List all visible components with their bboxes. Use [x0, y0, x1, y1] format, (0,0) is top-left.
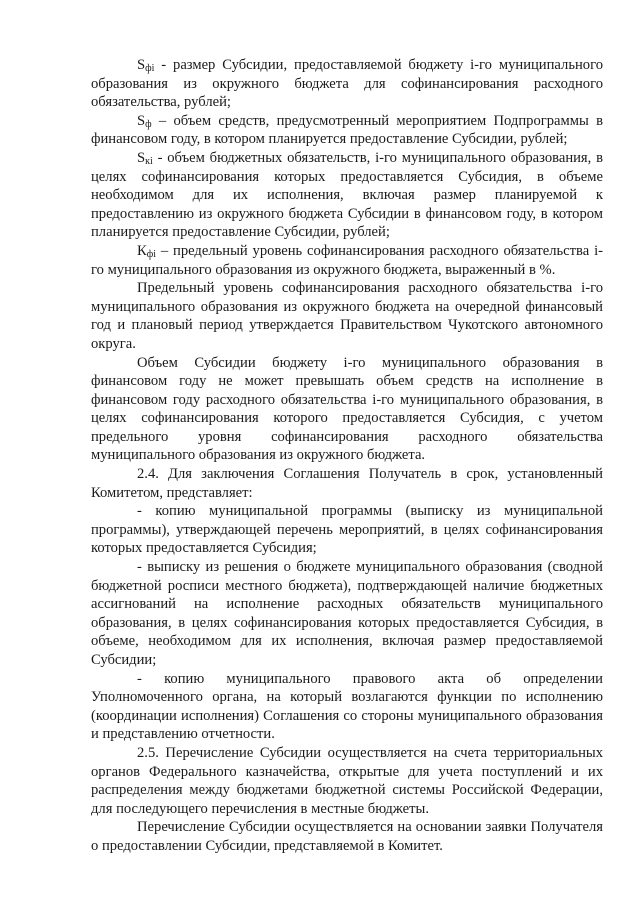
list-item-legal-act-copy: - копию муниципального правового акта об определении Уполномоченного органа, на который возлагаются функции по исполнению (координации исполнения) Соглашения со стороны муниципального образования и представлению отчетности. [91, 670, 603, 743]
list-item-program-copy: - копию муниципальной программы (выписку из муниципальной программы), утверждающей перечень мероприятий, в целях софинансирования которых предоставляется Субсидия; [91, 503, 603, 557]
paragraph-subsidy-volume: Объем Субсидии бюджету i-го муниципального образования в финансовом году не может превышать объем средств на исполнение в финансовом году расходного обязательства i-го муниципального образования, в целях софинансирования которого предоставляется Субсидия, с учетом предельного уровня софинансирования расходного обязательства муниципального образования из окружного бюджета. [91, 354, 603, 464]
paragraph-transfer-basis: Перечисление Субсидии осуществляется на основании заявки Получателя о предоставлении Субсидии, представляемой в Комитет. [91, 819, 603, 854]
definition-k-phi [91, 242, 603, 279]
symbol: К [137, 242, 147, 259]
symbol-subscript: фi [146, 248, 156, 260]
list-item-budget-extract: - выписку из решения о бюджете муниципального образования (сводной бюджетной росписи местного бюджета), подтверждающей наличие бюджетных ассигнований на исполнение расходных обязательств муниципального образования, в целях софинансирования которых предоставляется Субсидия, в объеме, необходимом для их исполнения, включая размер предоставляемой Субсидии; [91, 559, 603, 668]
definition-text: - размер Субсидии, предоставляемой бюджету i-го муниципального образования из окружного бюджета для софинансирования расходного обязательства, рублей; [91, 57, 603, 111]
definition-s-ki [91, 149, 603, 242]
symbol-subscript: кi [145, 155, 153, 167]
definition-text: – предельный уровень софинансирования расходного обязательства i-го муниципального образования из окружного бюджета, выраженный в %. [91, 242, 603, 278]
definition-s-f [91, 112, 603, 149]
paragraph-2-4: 2.4. Для заключения Соглашения Получатель в срок, установленный Комитетом, представляет: [91, 466, 603, 501]
definition-s-phi [91, 56, 603, 112]
definition-text: - объем бюджетных обязательств, i-го муниципального образования, в целях софинансирования которых предоставляется Субсидия, в объеме необходимом для их исполнения, включая размер планируемой к предоставлению из окружного бюджета Субсидии в финансовом году, в котором планируется предоставление Субсидии, рублей; [91, 149, 603, 241]
definition-text: – объем средств, предусмотренный мероприятием Подпрограммы в финансовом году, в котором планируется предоставление Субсидии, рублей; [91, 112, 603, 148]
symbol-subscript: фi [145, 63, 155, 74]
symbol: S [137, 112, 146, 129]
symbol: S [137, 57, 146, 73]
paragraph-cofinancing-limit: Предельный уровень софинансирования расходного обязательства i-го муниципального образования из окружного бюджета на очередной финансовый год и плановый период утверждается Правительством Чукотского автономного округа. [91, 280, 603, 352]
symbol: S [137, 149, 146, 166]
paragraph-2-5: 2.5. Перечисление Субсидии осуществляется на счета территориальных органов Федерального казначейства, открытые для учета поступлений и их распределения между бюджетами бюджетной системы Российской Федерации, для последующего перечисления в местные бюджеты. [91, 744, 603, 817]
document-page [91, 56, 603, 856]
symbol-subscript: ф [145, 118, 152, 130]
